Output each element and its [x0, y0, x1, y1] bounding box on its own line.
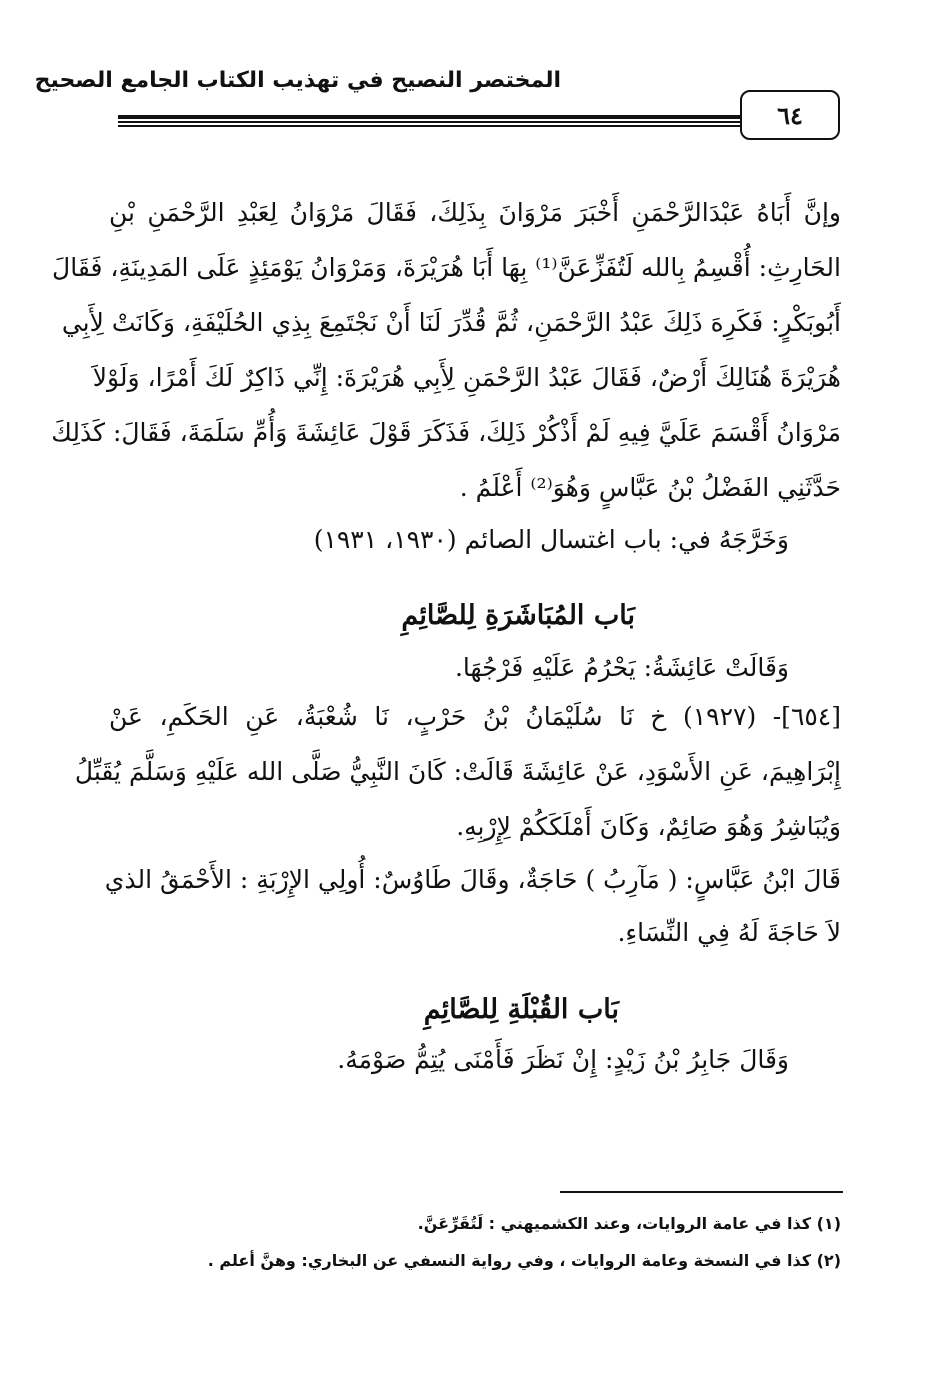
text-line-3: أَبُوبَكْرٍ: فَكَرِهَ ذَلِكَ عَبْدُ الرَّحْمَنِ، ثُمَّ قُدِّرَ لَنَا أَنْ نَجْتَمِعَ بِذِي الحُلَيْفَةِ، وَكَانَتْ لِأَبِي	[61, 308, 841, 337]
footnote-1: (١) كذا في عامة الروايات، وعند الكشميهني : لَتُقَرِّعَنَّ.	[417, 1214, 841, 1233]
text-line-1: وإنَّ أَبَاهُ عَبْدَالرَّحْمَنِ أَخْبَرَ مَرْوَانَ بِذَلِكَ، فَقَالَ مَرْوَانُ لِعَبْدِ الرَّحْمَنِ بْنِ	[109, 198, 841, 227]
text-line-6: حَدَّثَنِي الفَضْلُ بْنُ عَبَّاسٍ وَهُوَ⁽²⁾ أَعْلَمُ .	[459, 473, 841, 502]
hadith-line-3: وَيُبَاشِرُ وَهُوَ صَائِمٌ، وَكَانَ أَمْلَكَكُمْ لِإِرْبِهِ.	[456, 812, 841, 841]
ibn-abbas-line-1: قَالَ ابْنُ عَبَّاسٍ: ( مَآرِبُ ) حَاجَةٌ، وقَالَ طَاوُسٌ: أُولِي الإِرْبَةِ : الأَحْمَقُ الذي	[104, 865, 841, 894]
running-title: المختصر النصيح في تهذيب الكتاب الجامع الصحيح	[34, 68, 561, 93]
text-line-4: هُرَيْرَةَ هُنَالِكَ أَرْضٌ، فَقَالَ عَبْدُ الرَّحْمَنِ لِأَبِي هُرَيْرَةَ: إِنِّي ذَاكِرٌ لَكَ أَمْرًا، وَلَوْلاَ	[92, 363, 841, 392]
takhrij-line: وَخَرَّجَهُ في: باب اغتسال الصائم (١٩٣٠، ١٩٣١)	[313, 525, 789, 554]
text-line-5: مَرْوَانُ أَقْسَمَ عَلَيَّ فِيهِ لَمْ أَذْكُرْ ذَلِكَ، فَذَكَرَ قَوْلَ عَائِشَةَ وَأُمِّ سَلَمَةَ، فَقَالَ: كَذَلِكَ	[51, 418, 841, 447]
text-line-2: الحَارِثِ: أُقْسِمُ بِالله لَتُفَزِّعَنَّ⁽¹⁾ بِهَا أَبَا هُرَيْرَةَ، وَمَرْوَانُ يَوْمَئِذٍ عَلَى المَدِينَةِ، فَقَالَ	[52, 253, 841, 282]
header-rule-thin-1	[118, 121, 740, 123]
chapter-heading-mubashara: بَاب المُبَاشَرَةِ لِلصَّائِمِ	[401, 600, 635, 631]
ibn-abbas-line-2: لاَ حَاجَةَ لَهُ فِي النِّسَاءِ.	[617, 918, 841, 947]
header-rule-thin-2	[118, 125, 740, 127]
hadith-line-1: [٦٥٤]- (١٩٢٧) خ نَا سُلَيْمَانُ بْنُ حَرْبٍ، نَا شُعْبَةُ، عَنِ الحَكَمِ، عَنْ	[109, 702, 842, 731]
page-number: ٦٤	[740, 90, 840, 140]
chapter-heading-qubla: بَاب القُبْلَةِ لِلصَّائِمِ	[423, 994, 619, 1025]
aisha-quote: وَقَالَتْ عَائِشَةُ: يَحْرُمُ عَلَيْهِ فَرْجُهَا.	[454, 653, 789, 682]
footnote-2: (٢) كذا في النسخة وعامة الروايات ، وفي رواية النسفي عن البخاري: وهنَّ أعلم .	[207, 1251, 841, 1270]
header-rule-thick	[118, 115, 740, 119]
footnote-rule	[560, 1191, 843, 1193]
jabir-quote: وَقَالَ جَابِرُ بْنُ زَيْدٍ: إِنْ نَظَرَ فَأَمْنَى يُتِمُّ صَوْمَهُ.	[337, 1045, 789, 1074]
hadith-line-2: إِبْرَاهِيمَ، عَنِ الأَسْوَدِ، عَنْ عَائِشَةَ قَالَتْ: كَانَ النَّبِيُّ صَلَّى الله عَلَيْهِ وَسَلَّمَ يُقَبِّلُ	[74, 757, 841, 786]
